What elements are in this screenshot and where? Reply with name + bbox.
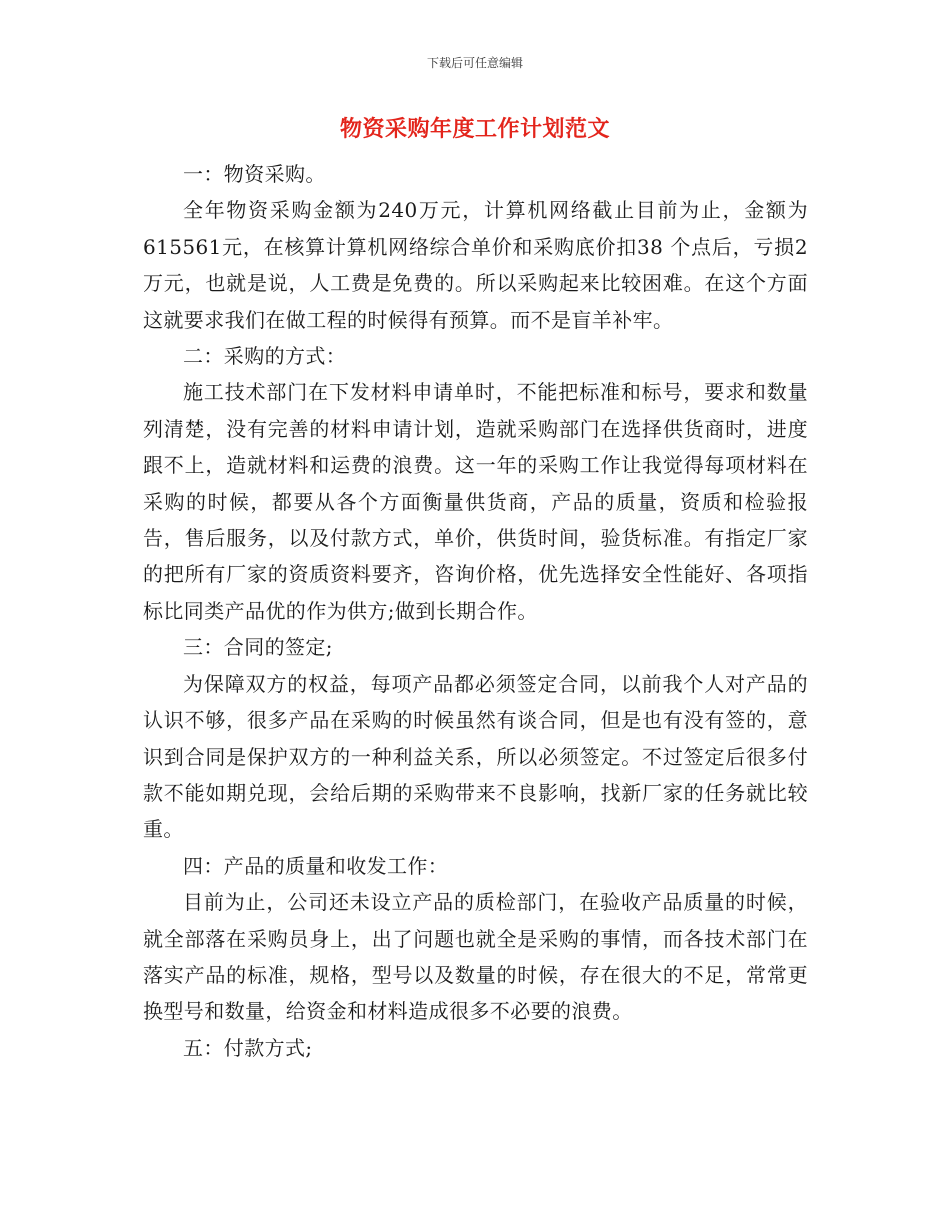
section-heading-2: 二：采购的方式： <box>183 344 347 369</box>
document-title: 物资采购年度工作计划范文 <box>339 116 610 142</box>
paragraph-1: 全年物资采购金额为240万元，计算机网络截止目前为止，金额为615561元，在核算计算机网络综合单价和采购底价扣38 个点后，亏损2万元，也就是说，人工费是免费的。所以采购起来比较困难。在这个方面这就要求我们在做工程的时候得有预算。而不是盲羊补牢。 <box>143 198 808 332</box>
document-body <box>143 156 808 1066</box>
header-note: 下载后可任意编辑 <box>426 56 523 70</box>
paragraph-4: 目前为止，公司还未设立产品的质检部门，在验收产品质量的时候，就全部落在采购员身上，出了问题也就全是采购的事情，而各技术部门在落实产品的标准，规格，型号以及数量的时候，存在很大的不足，常常更换型号和数量，给资金和材料造成很多不必要的浪费。 <box>143 890 808 1024</box>
section-heading-4: 四：产品的质量和收发工作： <box>183 853 449 878</box>
section-heading-1: 一：物资采购。 <box>183 162 326 186</box>
section-heading-3: 三：合同的签定; <box>183 635 333 660</box>
paragraph-2: 施工技术部门在下发材料申请单时，不能把标准和标号，要求和数量列清楚，没有完善的材料申请计划，造就采购部门在选择供货商时，进度跟不上，造就材料和运费的浪费。这一年的采购工作让我觉得每项材料在采购的时候，都要从各个方面衡量供货商，产品的质量，资质和检验报告，售后服务，以及付款方式，单价，供货时间，验货标准。有指定厂家的把所有厂家的资质资料要齐，咨询价格，优先选择安全性能好、各项指标比同类产品优的作为供方;做到长期合作。 <box>143 380 808 623</box>
section-heading-5: 五：付款方式; <box>183 1035 313 1060</box>
paragraph-3: 为保障双方的权益，每项产品都必须签定合同，以前我个人对产品的认识不够，很多产品在采购的时候虽然有谈合同，但是也有没有签的，意识到合同是保护双方的一种利益关系，所以必须签定。不过签定后很多付款不能如期兑现，会给后期的采购带来不良影响，找新厂家的任务就比较重。 <box>143 671 808 842</box>
